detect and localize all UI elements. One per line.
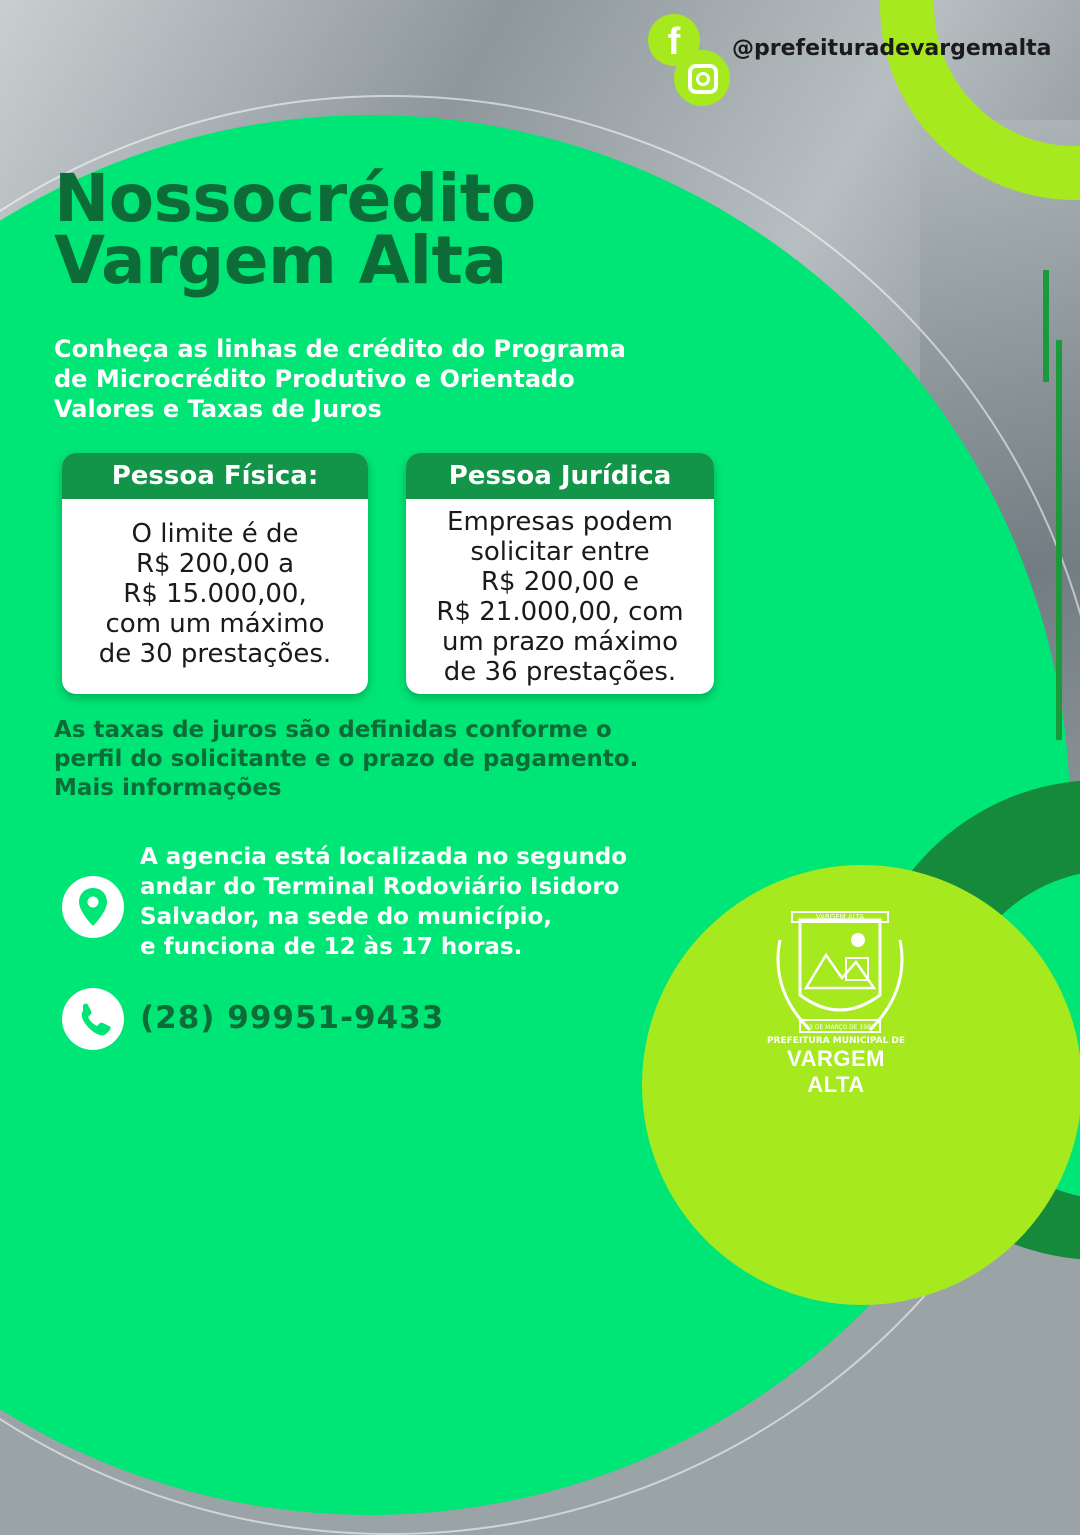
subtitle-line-1: Conheça as linhas de crédito do Programa [54, 335, 626, 363]
subtitle [54, 334, 626, 424]
card-line: Empresas podem [447, 507, 673, 537]
card-line: de 36 prestações. [443, 657, 677, 687]
info-more-link[interactable]: Mais informações [54, 775, 282, 801]
decorative-line-1 [1043, 270, 1049, 382]
subtitle-line-2: de Microcrédito Produtivo e Orientado [54, 365, 575, 393]
location-line-4: e funciona de 12 às 17 horas. [140, 934, 523, 960]
card-heading: Pessoa Física: [62, 453, 368, 499]
card-line: R$ 15.000,00, [123, 579, 307, 609]
municipal-crest [770, 900, 910, 1050]
card-line: R$ 21.000,00, com [436, 597, 684, 627]
card-line: R$ 200,00 e [480, 567, 640, 597]
card-line: de 30 prestações. [98, 639, 332, 669]
location-pin-svg [62, 876, 124, 938]
card-line: O limite é de [131, 519, 299, 549]
logo-org: PREFEITURA MUNICIPAL DE [766, 1036, 906, 1046]
card-body [62, 499, 368, 679]
page-title [54, 160, 536, 299]
social-icons [648, 14, 732, 104]
crest-svg [770, 900, 910, 1050]
location-line-1: A agencia está localizada no segundo [140, 844, 628, 870]
card-heading: Pessoa Jurídica [406, 453, 714, 499]
phone-icon [62, 988, 124, 1050]
social-handle[interactable]: @prefeituradevargemalta [732, 36, 1052, 61]
card-line: um prazo máximo [441, 627, 679, 657]
location-line-2: andar do Terminal Rodoviário Isidoro [140, 874, 620, 900]
crest-top-text: VARGEM ALTA [815, 913, 865, 921]
title-line-2: Vargem Alta [54, 222, 507, 299]
municipal-logo-text [756, 1036, 916, 1098]
card-pessoa-juridica [406, 453, 714, 694]
logo-city: VARGEM ALTA [787, 1046, 885, 1097]
location-text [140, 842, 627, 962]
card-pessoa-fisica [62, 453, 368, 694]
info-line-1: As taxas de juros são definidas conforme o [54, 717, 612, 743]
location-line-3: Salvador, na sede do município, [140, 904, 552, 930]
card-line: R$ 200,00 a [135, 549, 295, 579]
crest-banner-text: 23 DE MARÇO DE 1988 [805, 1024, 875, 1031]
card-line: solicitar entre [470, 537, 650, 567]
card-line: com um máximo [105, 609, 325, 639]
interest-info [54, 716, 638, 803]
phone-svg [62, 988, 124, 1050]
instagram-icon-lens [696, 72, 710, 86]
card-body [406, 499, 714, 694]
decorative-line-2 [1056, 340, 1062, 740]
instagram-icon[interactable] [674, 50, 730, 106]
title-line-1: Nossocrédito [54, 160, 536, 237]
phone-number[interactable]: (28) 99951-9433 [140, 1000, 445, 1036]
subtitle-line-3: Valores e Taxas de Juros [54, 395, 382, 423]
location-pin-icon [62, 876, 124, 938]
info-line-2: perfil do solicitante e o prazo de pagamento. [54, 746, 639, 772]
facebook-icon[interactable]: f [648, 14, 700, 66]
